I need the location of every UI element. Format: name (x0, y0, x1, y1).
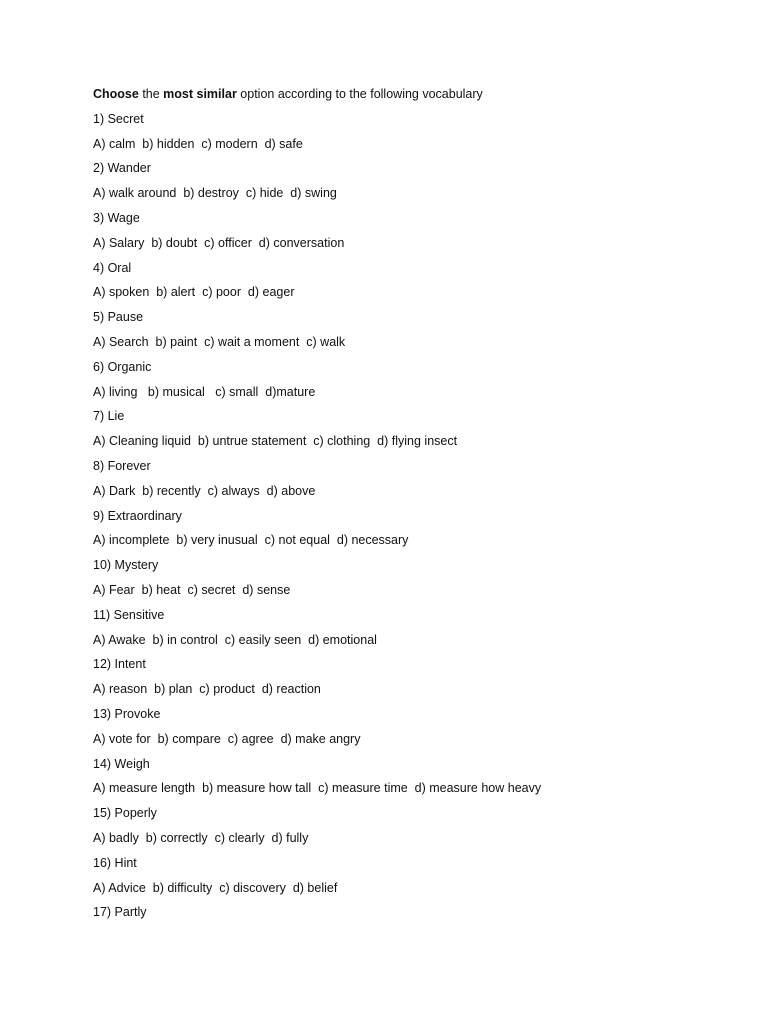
document-content (93, 85, 733, 928)
question-options: A) reason b) plan c) product d) reaction (93, 682, 321, 697)
question-prompt: 16) Hint (93, 855, 137, 870)
question-options: A) spoken b) alert c) poor d) eager (93, 285, 295, 300)
question-prompt: 10) Mystery (93, 558, 159, 573)
question-options: A) Advice b) difficulty c) discovery d) belief (93, 880, 338, 895)
question-prompt: 8) Forever (93, 458, 151, 473)
question-prompt: 13) Provoke (93, 706, 161, 721)
instruction-rest: option according to the following vocabulary (236, 87, 483, 101)
question-prompt: 17) Partly (93, 905, 147, 920)
question-options: A) measure length b) measure how tall c) measure time d) measure how heavy (93, 781, 542, 796)
question-options: A) Awake b) in control c) easily seen d) emotional (93, 632, 377, 647)
instruction-line (93, 85, 733, 103)
question-prompt: 5) Pause (93, 310, 144, 325)
question-options: A) Salary b) doubt c) officer d) conversation (93, 235, 345, 250)
question-prompt: 9) Extraordinary (93, 508, 182, 523)
question-options: A) Cleaning liquid b) untrue statement c) clothing d) flying insect (93, 434, 458, 449)
question-options: A) incomplete b) very inusual c) not equal d) necessary (93, 533, 409, 548)
question-options: A) living b) musical c) small d)mature (93, 384, 316, 399)
question-options: A) Search b) paint c) wait a moment c) walk (93, 334, 346, 349)
question-prompt: 7) Lie (93, 409, 125, 424)
question-prompt: 15) Poperly (93, 806, 157, 821)
instruction-choose: Choose (93, 87, 139, 101)
question-options: A) vote for b) compare c) agree d) make angry (93, 731, 361, 746)
question-options: A) Dark b) recently c) always d) above (93, 483, 316, 498)
question-options: A) walk around b) destroy c) hide d) swing (93, 186, 337, 201)
question-prompt: 1) Secret (93, 111, 144, 126)
question-options: A) Fear b) heat c) secret d) sense (93, 582, 291, 597)
question-options: A) badly b) correctly c) clearly d) fully (93, 830, 309, 845)
question-prompt: 3) Wage (93, 210, 140, 225)
question-prompt: 2) Wander (93, 161, 151, 176)
question-prompt: 12) Intent (93, 657, 146, 672)
instruction-most-similar: most similar (163, 87, 237, 101)
question-options: A) calm b) hidden c) modern d) safe (93, 136, 303, 151)
question-prompt: 11) Sensitive (93, 607, 165, 622)
question-prompt: 6) Organic (93, 359, 152, 374)
instruction-the: the (138, 87, 164, 101)
question-prompt: 4) Oral (93, 260, 132, 275)
question-prompt: 14) Weigh (93, 756, 150, 771)
